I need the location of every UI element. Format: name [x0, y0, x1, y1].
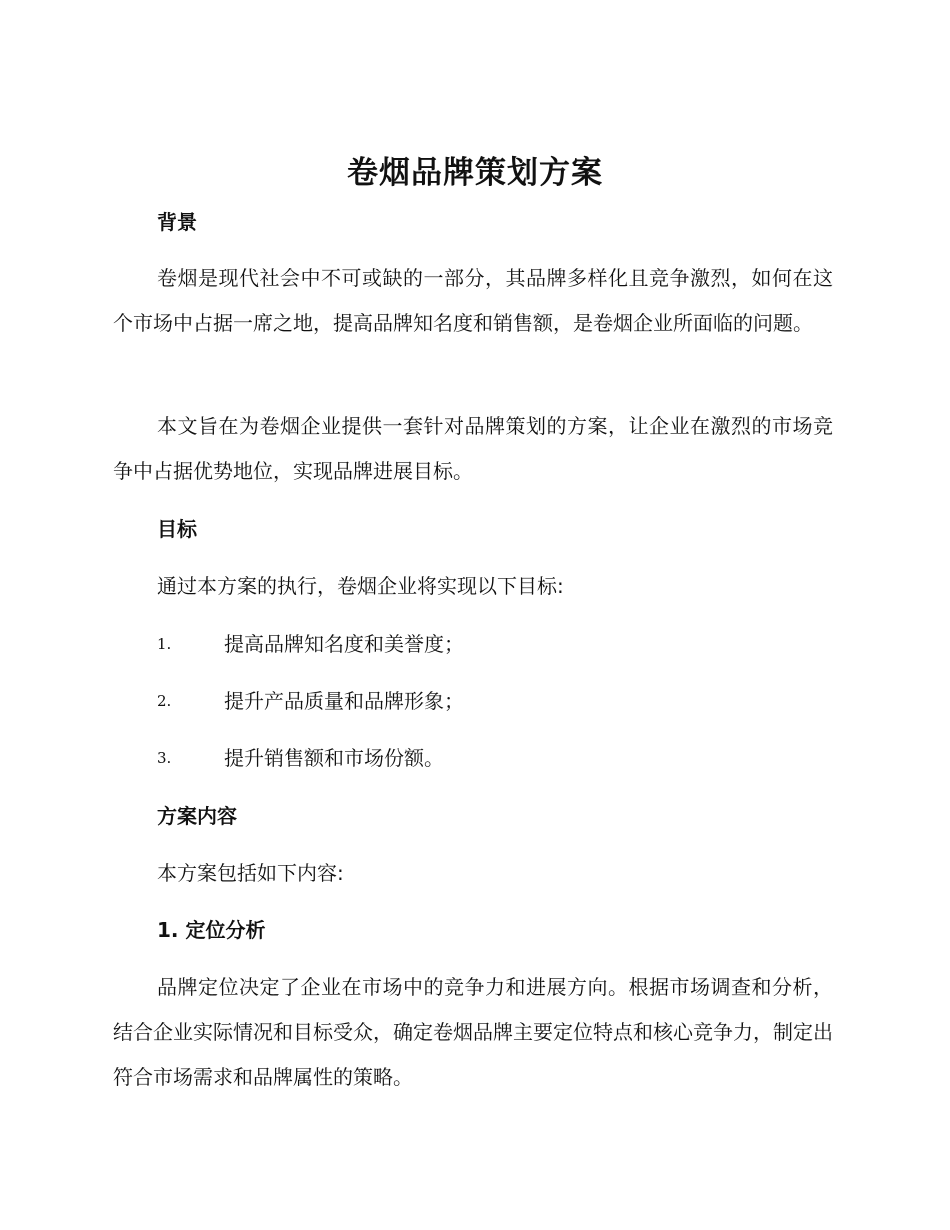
goal-list-text: 提升销售额和市场份额。	[224, 746, 444, 770]
goal-list-number: 2.	[157, 692, 172, 710]
section-heading-goals: 目标	[157, 517, 197, 541]
content-intro: 本方案包括如下内容:	[157, 861, 344, 885]
section-heading-background: 背景	[157, 210, 197, 234]
positioning-paragraph: 品牌定位决定了企业在市场中的竞争力和进展方向。根据市场调查和分析，结合企业实际情况和目标受众，确定卷烟品牌主要定位特点和核心竞争力，制定出符合市场需求和品牌属性的策略。	[113, 975, 833, 1089]
goal-list-text: 提高品牌知名度和美誉度；	[224, 632, 464, 656]
goals-intro: 通过本方案的执行，卷烟企业将实现以下目标:	[157, 574, 564, 598]
background-paragraph-1: 卷烟是现代社会中不可或缺的一部分，其品牌多样化且竞争激烈，如何在这个市场中占据一席之地，提高品牌知名度和销售额，是卷烟企业所面临的问题。	[113, 266, 833, 335]
goal-list-text: 提升产品质量和品牌形象；	[224, 689, 464, 713]
document-title: 卷烟品牌策划方案	[347, 155, 603, 191]
background-paragraph-2: 本文旨在为卷烟企业提供一套针对品牌策划的方案，让企业在激烈的市场竞争中占据优势地位，实现品牌进展目标。	[113, 414, 833, 483]
section-heading-content: 方案内容	[157, 804, 237, 828]
goal-list-number: 3.	[157, 749, 172, 767]
goal-list-number: 1.	[157, 635, 172, 653]
subsection-heading-positioning: 1. 定位分析	[157, 918, 266, 942]
